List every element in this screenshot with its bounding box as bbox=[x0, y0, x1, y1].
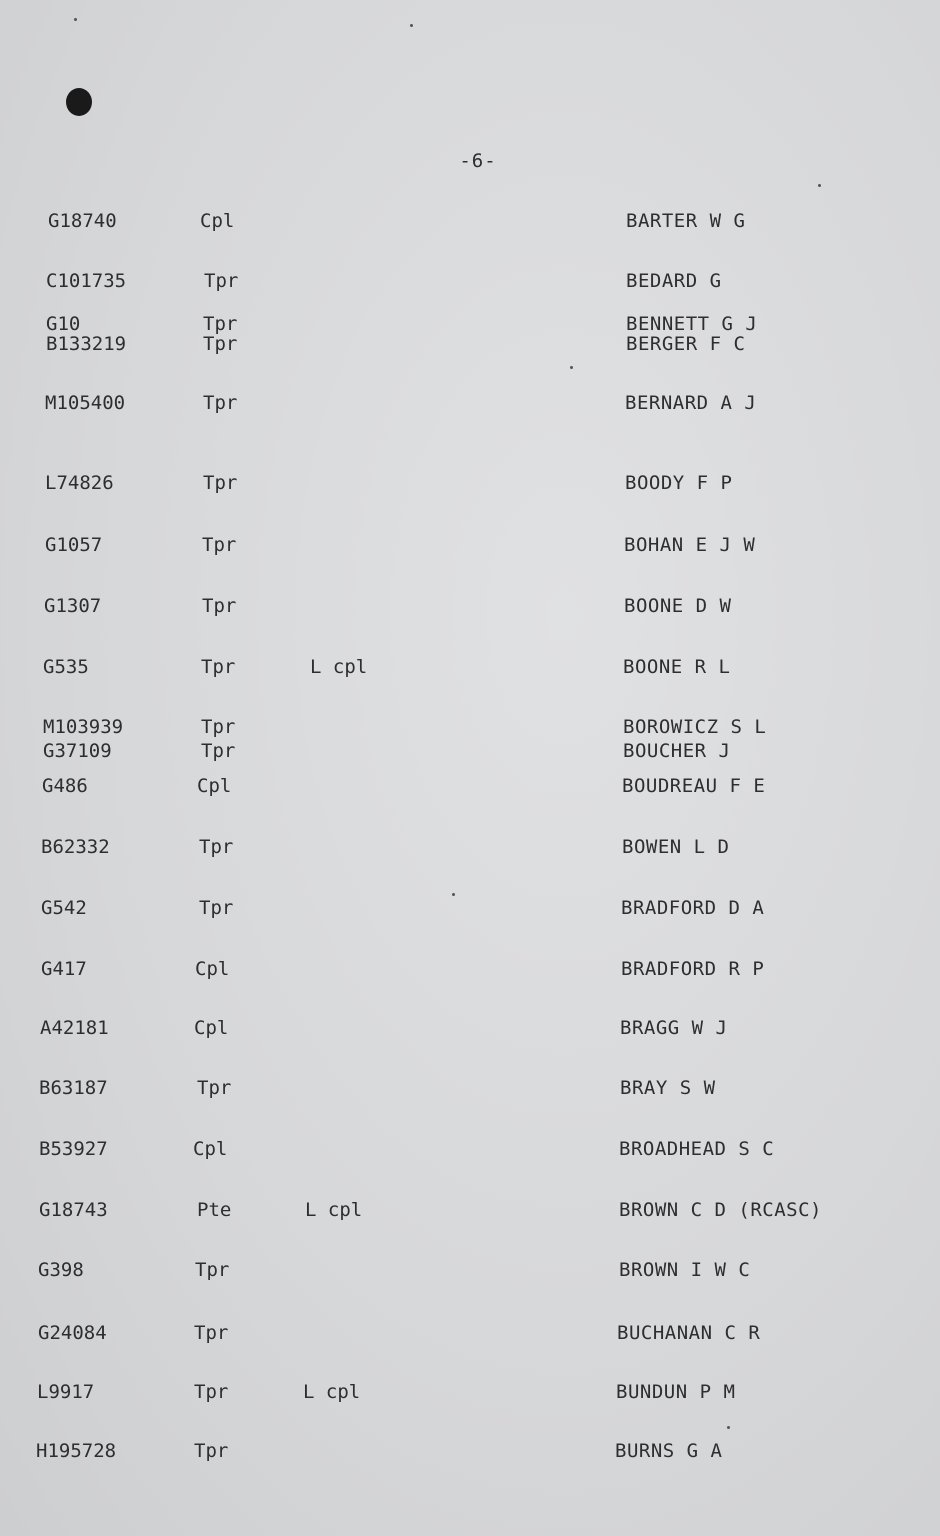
service-number: A42181 bbox=[40, 1017, 109, 1039]
list-item bbox=[0, 1322, 940, 1346]
list-item bbox=[0, 392, 940, 416]
speck bbox=[74, 18, 77, 21]
soldier-name: BERNARD A J bbox=[625, 392, 757, 414]
service-number: G535 bbox=[43, 656, 89, 678]
soldier-name: BEDARD G bbox=[626, 270, 722, 292]
speck bbox=[410, 24, 413, 27]
rank: Tpr bbox=[201, 656, 236, 678]
soldier-name: BRADFORD D A bbox=[621, 897, 765, 919]
rank: Tpr bbox=[194, 1381, 229, 1403]
list-item bbox=[0, 1077, 940, 1101]
rank: Tpr bbox=[199, 897, 234, 919]
rank: Tpr bbox=[194, 1440, 229, 1462]
list-item bbox=[0, 595, 940, 619]
service-number: M103939 bbox=[43, 716, 124, 738]
soldier-name: BOWEN L D bbox=[622, 836, 730, 858]
service-number: G1307 bbox=[44, 595, 102, 617]
list-item bbox=[0, 210, 940, 234]
rank: Tpr bbox=[203, 313, 238, 335]
rank: Tpr bbox=[203, 392, 238, 414]
soldier-name: BURNS G A bbox=[615, 1440, 723, 1462]
list-item bbox=[0, 1259, 940, 1283]
speck bbox=[570, 366, 573, 369]
service-number: B62332 bbox=[41, 836, 110, 858]
soldier-name: BUNDUN P M bbox=[616, 1381, 736, 1403]
list-item bbox=[0, 836, 940, 860]
service-number: L9917 bbox=[37, 1381, 95, 1403]
soldier-name: BOROWICZ S L bbox=[623, 716, 767, 738]
list-item bbox=[0, 958, 940, 982]
service-number: G486 bbox=[42, 775, 88, 797]
list-item bbox=[0, 656, 940, 680]
soldier-name: BOONE D W bbox=[624, 595, 732, 617]
list-item bbox=[0, 534, 940, 558]
appointment: L cpl bbox=[303, 1381, 361, 1403]
punch-hole bbox=[66, 88, 92, 116]
list-item bbox=[0, 897, 940, 921]
list-item bbox=[0, 775, 940, 799]
list-item bbox=[0, 1440, 940, 1464]
soldier-name: BRAGG W J bbox=[620, 1017, 728, 1039]
service-number: G24084 bbox=[38, 1322, 107, 1344]
soldier-name: BOONE R L bbox=[623, 656, 731, 678]
service-number: G18740 bbox=[48, 210, 117, 232]
rank: Cpl bbox=[200, 210, 235, 232]
soldier-name: BROWN I W C bbox=[619, 1259, 751, 1281]
service-number: G37109 bbox=[43, 740, 112, 762]
speck bbox=[452, 893, 455, 896]
service-number: C101735 bbox=[46, 270, 127, 292]
appointment: L cpl bbox=[310, 656, 368, 678]
soldier-name: BROWN C D (RCASC) bbox=[619, 1199, 822, 1221]
list-item bbox=[0, 740, 940, 764]
rank: Tpr bbox=[201, 740, 236, 762]
soldier-name: BENNETT G J bbox=[626, 313, 758, 335]
soldier-name: BOHAN E J W bbox=[624, 534, 756, 556]
rank: Tpr bbox=[195, 1259, 230, 1281]
service-number: G18743 bbox=[39, 1199, 108, 1221]
rank: Cpl bbox=[193, 1138, 228, 1160]
soldier-name: BRADFORD R P bbox=[621, 958, 765, 980]
list-item bbox=[0, 1017, 940, 1041]
service-number: G1057 bbox=[45, 534, 103, 556]
soldier-name: BOUDREAU F E bbox=[622, 775, 766, 797]
rank: Cpl bbox=[194, 1017, 229, 1039]
service-number: G417 bbox=[41, 958, 87, 980]
soldier-name: BROADHEAD S C bbox=[619, 1138, 775, 1160]
list-item bbox=[0, 1381, 940, 1405]
rank: Cpl bbox=[197, 775, 232, 797]
soldier-name: BOUCHER J bbox=[623, 740, 731, 762]
rank: Tpr bbox=[204, 270, 239, 292]
service-number: G10 bbox=[46, 313, 81, 335]
list-item bbox=[0, 270, 940, 294]
page-number: -6- bbox=[459, 150, 497, 172]
list-item bbox=[0, 472, 940, 496]
service-number: G542 bbox=[41, 897, 87, 919]
rank: Tpr bbox=[203, 472, 238, 494]
list-item bbox=[0, 333, 940, 357]
soldier-name: BARTER W G bbox=[626, 210, 746, 232]
rank: Tpr bbox=[202, 595, 237, 617]
service-number: H195728 bbox=[36, 1440, 117, 1462]
speck bbox=[818, 184, 821, 187]
service-number: B53927 bbox=[39, 1138, 108, 1160]
rank: Cpl bbox=[195, 958, 230, 980]
service-number: B133219 bbox=[46, 333, 127, 355]
rank: Pte bbox=[197, 1199, 232, 1221]
soldier-name: BUCHANAN C R bbox=[617, 1322, 761, 1344]
soldier-name: BRAY S W bbox=[620, 1077, 716, 1099]
soldier-name: BERGER F C bbox=[626, 333, 746, 355]
rank: Tpr bbox=[203, 333, 238, 355]
list-item bbox=[0, 1138, 940, 1162]
appointment: L cpl bbox=[305, 1199, 363, 1221]
service-number: L74826 bbox=[45, 472, 114, 494]
list-item bbox=[0, 716, 940, 740]
rank: Tpr bbox=[199, 836, 234, 858]
service-number: B63187 bbox=[39, 1077, 108, 1099]
rank: Tpr bbox=[201, 716, 236, 738]
speck bbox=[727, 1426, 730, 1429]
list-item bbox=[0, 1199, 940, 1223]
service-number: G398 bbox=[38, 1259, 84, 1281]
rank: Tpr bbox=[202, 534, 237, 556]
rank: Tpr bbox=[197, 1077, 232, 1099]
soldier-name: BOODY F P bbox=[625, 472, 733, 494]
rank: Tpr bbox=[194, 1322, 229, 1344]
service-number: M105400 bbox=[45, 392, 126, 414]
